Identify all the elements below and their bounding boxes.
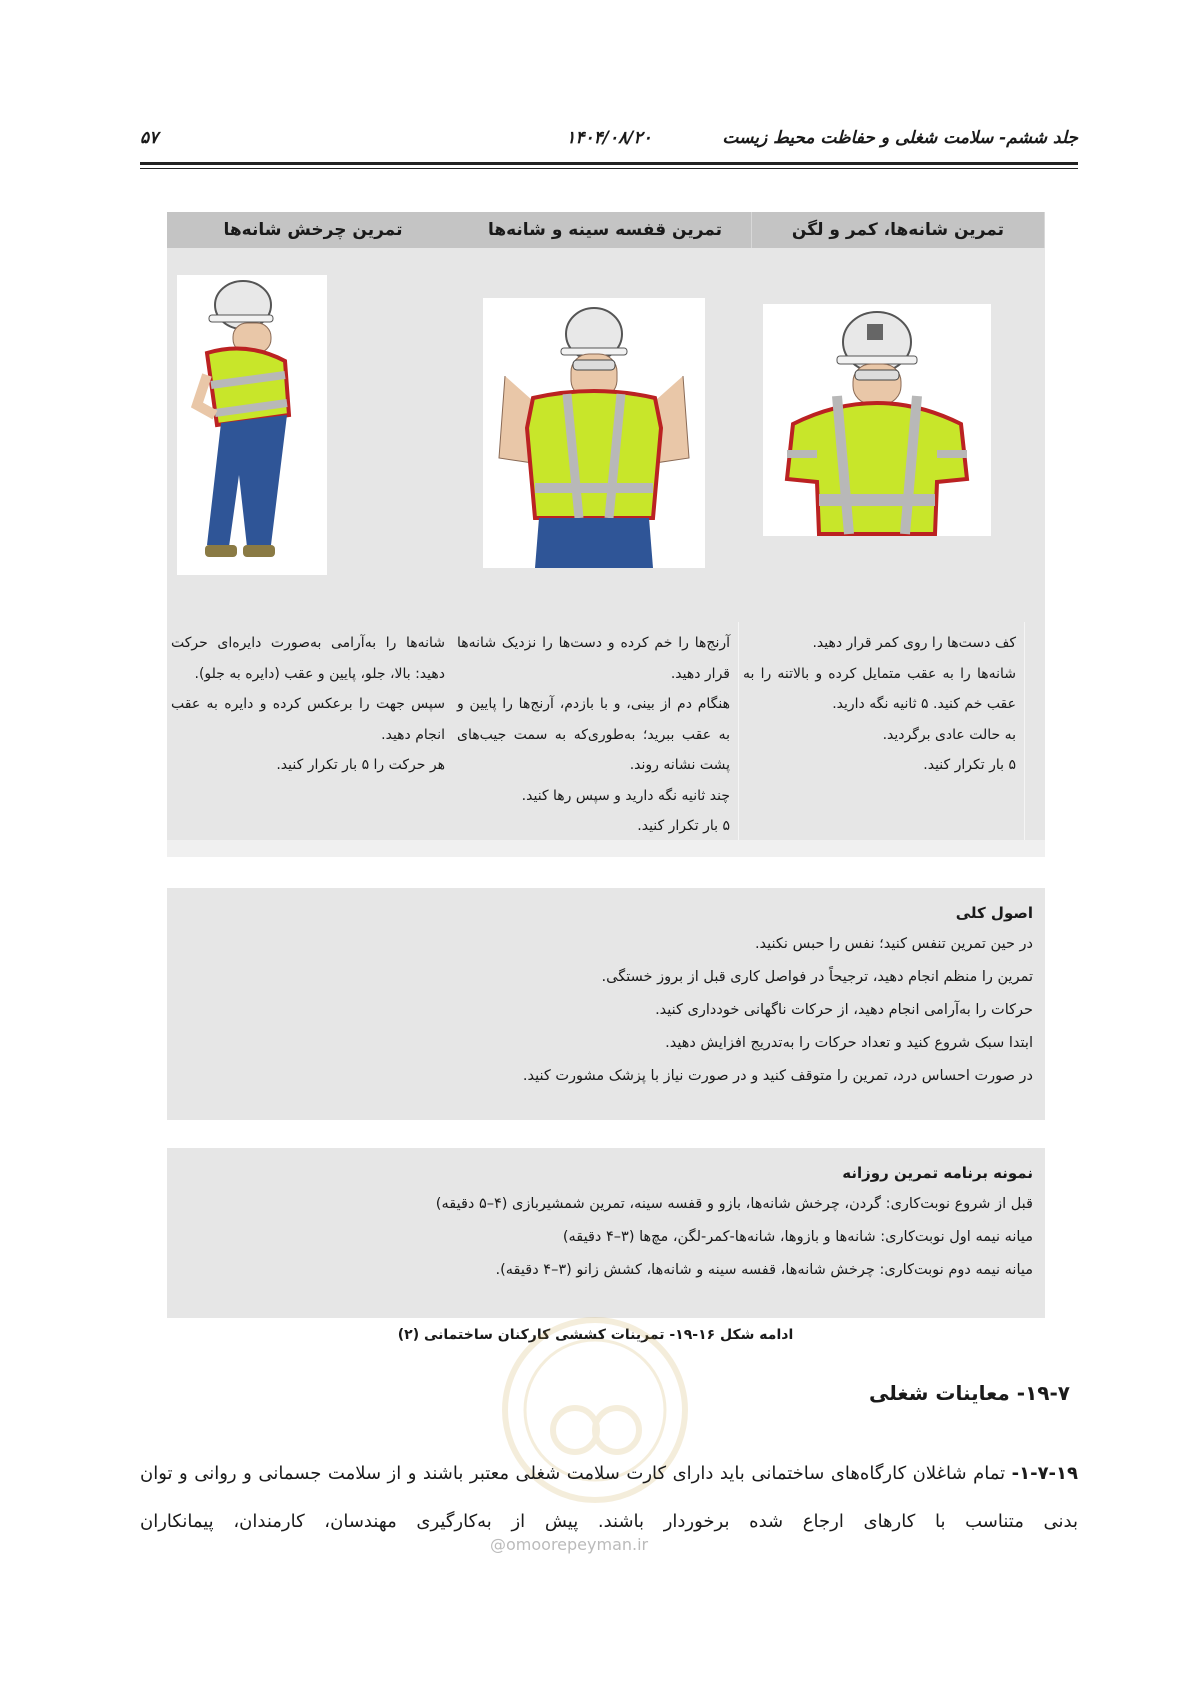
- exercise-table: [167, 212, 1045, 857]
- watermark-text: @omoorepeyman.ir: [490, 1535, 649, 1554]
- paragraph-text: تمام شاغلان کارگاه‌های ساختمانی باید دارای کارت سلامت شغلی معتبر باشند و از سلامت جسمانی و روانی و توان بدنی متناسب با کارهای ارجاع شده برخوردار باشند. پیش از به‌کارگیری مهندسان، کارمندان، پیمانکاران: [140, 1463, 1078, 1532]
- exercise-title: تمرین شانه‌ها، کمر و لگن: [752, 212, 1045, 248]
- worker-shoulder-roll-image: [763, 304, 991, 536]
- exercise-steps: [167, 622, 453, 840]
- step-text: به حالت عادی برگردید.: [882, 726, 1016, 743]
- step-text: چند ثانیه نگه دارید و سپس رها کنید.: [521, 787, 730, 804]
- step-text: آرنج‌ها را خم کرده و دست‌ها را نزدیک شانه‌ها قرار دهید.: [457, 635, 730, 682]
- worker-chest-shoulder-image: [483, 298, 705, 568]
- general-principles-box: [167, 888, 1045, 1120]
- principle-line: در صورت احساس درد، تمرین را متوقف کنید و در صورت نیاز با پزشک مشورت کنید.: [522, 1068, 1033, 1084]
- header-title: جلد ششم- سلامت شغلی و حفاظت محیط زیست: [722, 128, 1078, 148]
- exercise-steps: [739, 622, 1025, 840]
- exercise-table-header: [167, 212, 1045, 248]
- principle-line: حرکات را به‌آرامی انجام دهید، از حرکات ناگهانی خودداری کنید.: [655, 1002, 1033, 1018]
- principle-line: ابتدا سبک شروع کنید و تعداد حرکات را به‌تدریج افزایش دهید.: [665, 1035, 1033, 1051]
- step-text: هر حرکت را ۵ بار تکرار کنید.: [276, 757, 445, 773]
- program-line: قبل از شروع نوبت‌کاری: گردن، چرخش شانه‌ها، بازو و قفسه سینه، تمرین شمشیربازی (۴–۵ دقیقه): [435, 1196, 1033, 1212]
- section-title: ۱۹-۷- معاینات شغلی: [869, 1381, 1070, 1405]
- paragraph-number: ۱-۷-۱۹-: [1011, 1463, 1078, 1484]
- step-text: کف دست‌ها را روی کمر قرار دهید.: [812, 635, 1016, 651]
- program-title: نمونه برنامه تمرین روزانه: [842, 1164, 1033, 1182]
- principle-line: در حین تمرین تنفس کنید؛ نفس را حبس نکنید.: [754, 936, 1033, 952]
- header-date: ۱۴۰۴/۰۸/۲۰: [566, 128, 652, 148]
- exercise-description-row: [167, 622, 1045, 840]
- program-line: میانه نیمه اول نوبت‌کاری: شانه‌ها و بازوها، شانه‌ها-کمر-لگن، مچ‌ها (۳–۴ دقیقه): [562, 1229, 1033, 1245]
- step-text: شانه‌ها را به‌آرامی به‌صورت دایره‌ای حرکت دهید: بالا، جلو، پایین و عقب (دایره به جلو).: [171, 635, 445, 682]
- exercise-steps: [453, 622, 739, 840]
- body-paragraph: [140, 1450, 1078, 1546]
- figure-caption: ادامه شکل ۱۶-۱۹- تمرینات کششی کارکنان ساختمانی (۲): [397, 1327, 794, 1343]
- step-text: هنگام دم از بینی، و با بازدم، آرنج‌ها را پایین و به عقب ببرید؛ به‌طوری‌که به سمت جیب‌های پشت نشانه روند.: [457, 696, 730, 773]
- page-header: [140, 120, 1078, 160]
- program-line: میانه نیمه دوم نوبت‌کاری: چرخش شانه‌ها، قفسه سینه و شانه‌ها، کشش زانو (۳–۴ دقیقه).: [495, 1262, 1033, 1278]
- exercise-table-footer: [167, 840, 1045, 857]
- header-rule-thin: [140, 168, 1078, 169]
- daily-program-box: [167, 1148, 1045, 1318]
- step-text: ۵ بار تکرار کنید.: [923, 757, 1016, 773]
- step-text: سپس جهت را برعکس کرده و دایره به عقب انجام دهید.: [171, 696, 445, 743]
- worker-back-bend-image: [177, 275, 327, 575]
- exercise-title: تمرین قفسه سینه و شانه‌ها: [459, 212, 752, 248]
- header-rule-thick: [140, 162, 1078, 165]
- principle-line: تمرین را منظم انجام دهید، ترجیحاً در فواصل کاری قبل از بروز خستگی.: [601, 969, 1033, 985]
- page-number: ۵۷: [140, 128, 159, 148]
- step-text: ۵ بار تکرار کنید.: [637, 818, 730, 834]
- principles-title: اصول کلی: [955, 904, 1033, 922]
- exercise-title: تمرین چرخش شانه‌ها: [223, 220, 403, 240]
- step-text: شانه‌ها را به عقب متمایل کرده و بالاتنه را به عقب خم کنید. ۵ ثانیه نگه دارید.: [743, 665, 1016, 712]
